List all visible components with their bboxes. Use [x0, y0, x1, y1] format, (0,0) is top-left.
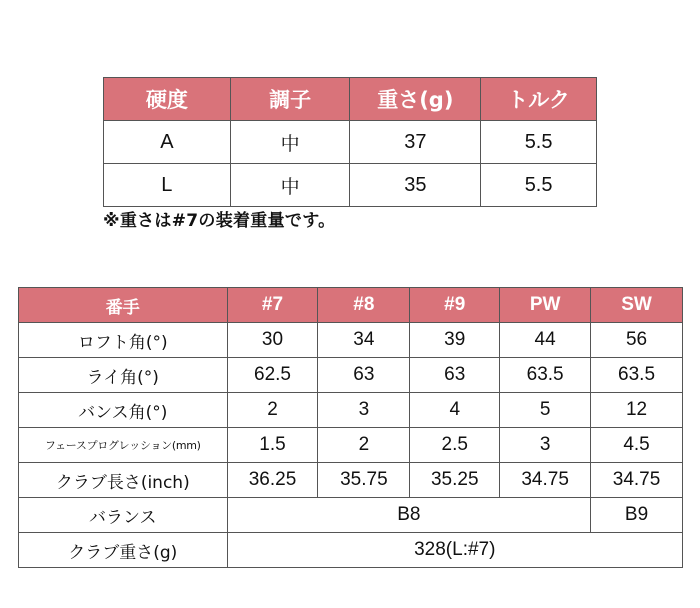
- header-kick-point: 調子: [230, 78, 350, 121]
- cell-torque: 5.5: [481, 121, 597, 164]
- cell-kick-point: 中: [230, 164, 350, 207]
- cell-value: 34: [318, 323, 410, 358]
- cell-value: 63.5: [500, 358, 591, 393]
- cell-value: B8: [227, 498, 591, 533]
- row-face-progression: [19, 428, 683, 463]
- cell-weight: 37: [350, 121, 481, 164]
- row-label: フェースプログレッション(mm): [19, 428, 228, 463]
- header-9: #9: [410, 288, 500, 323]
- row-bounce: [19, 393, 683, 428]
- cell-value: 44: [500, 323, 591, 358]
- row-label: ライ角(°): [19, 358, 228, 393]
- table-header-row: [19, 288, 683, 323]
- cell-value: 62.5: [227, 358, 318, 393]
- cell-value: 63: [318, 358, 410, 393]
- cell-value: 63: [410, 358, 500, 393]
- cell-value: 35.25: [410, 463, 500, 498]
- row-balance: [19, 498, 683, 533]
- header-hardness: 硬度: [104, 78, 231, 121]
- cell-value: 56: [591, 323, 683, 358]
- cell-value: 39: [410, 323, 500, 358]
- cell-hardness: L: [104, 164, 231, 207]
- header-weight: 重さ(g): [350, 78, 481, 121]
- header-club-number: 番手: [19, 288, 228, 323]
- header-8: #8: [318, 288, 410, 323]
- cell-weight: 35: [350, 164, 481, 207]
- row-loft: [19, 323, 683, 358]
- header-pw: PW: [500, 288, 591, 323]
- row-label: バンス角(°): [19, 393, 228, 428]
- shaft-spec-table: [103, 77, 597, 207]
- cell-value: 63.5: [591, 358, 683, 393]
- cell-value: 34.75: [591, 463, 683, 498]
- row-label: バランス: [19, 498, 228, 533]
- cell-value: 5: [500, 393, 591, 428]
- row-lie: [19, 358, 683, 393]
- header-torque: トルク: [481, 78, 597, 121]
- row-label: クラブ長さ(inch): [19, 463, 228, 498]
- cell-value: B9: [591, 498, 683, 533]
- cell-value: 2: [227, 393, 318, 428]
- row-club-length: [19, 463, 683, 498]
- row-label: ロフト角(°): [19, 323, 228, 358]
- cell-value: 3: [318, 393, 410, 428]
- cell-value: 4.5: [591, 428, 683, 463]
- cell-value: 36.25: [227, 463, 318, 498]
- cell-torque: 5.5: [481, 164, 597, 207]
- header-sw: SW: [591, 288, 683, 323]
- row-club-weight: [19, 533, 683, 568]
- cell-value: 12: [591, 393, 683, 428]
- table-header-row: [104, 78, 597, 121]
- cell-value: 1.5: [227, 428, 318, 463]
- cell-value: 4: [410, 393, 500, 428]
- row-label: クラブ重さ(g): [19, 533, 228, 568]
- cell-value: 30: [227, 323, 318, 358]
- club-spec-table: [18, 287, 683, 568]
- header-7: #7: [227, 288, 318, 323]
- cell-value: 2: [318, 428, 410, 463]
- cell-value: 35.75: [318, 463, 410, 498]
- table-row: [104, 164, 597, 207]
- cell-value: 328(L:#7): [227, 533, 682, 568]
- cell-value: 2.5: [410, 428, 500, 463]
- weight-note: ※重さは#7の装着重量です。: [103, 211, 336, 231]
- table-row: [104, 121, 597, 164]
- cell-kick-point: 中: [230, 121, 350, 164]
- cell-hardness: A: [104, 121, 231, 164]
- cell-value: 34.75: [500, 463, 591, 498]
- cell-value: 3: [500, 428, 591, 463]
